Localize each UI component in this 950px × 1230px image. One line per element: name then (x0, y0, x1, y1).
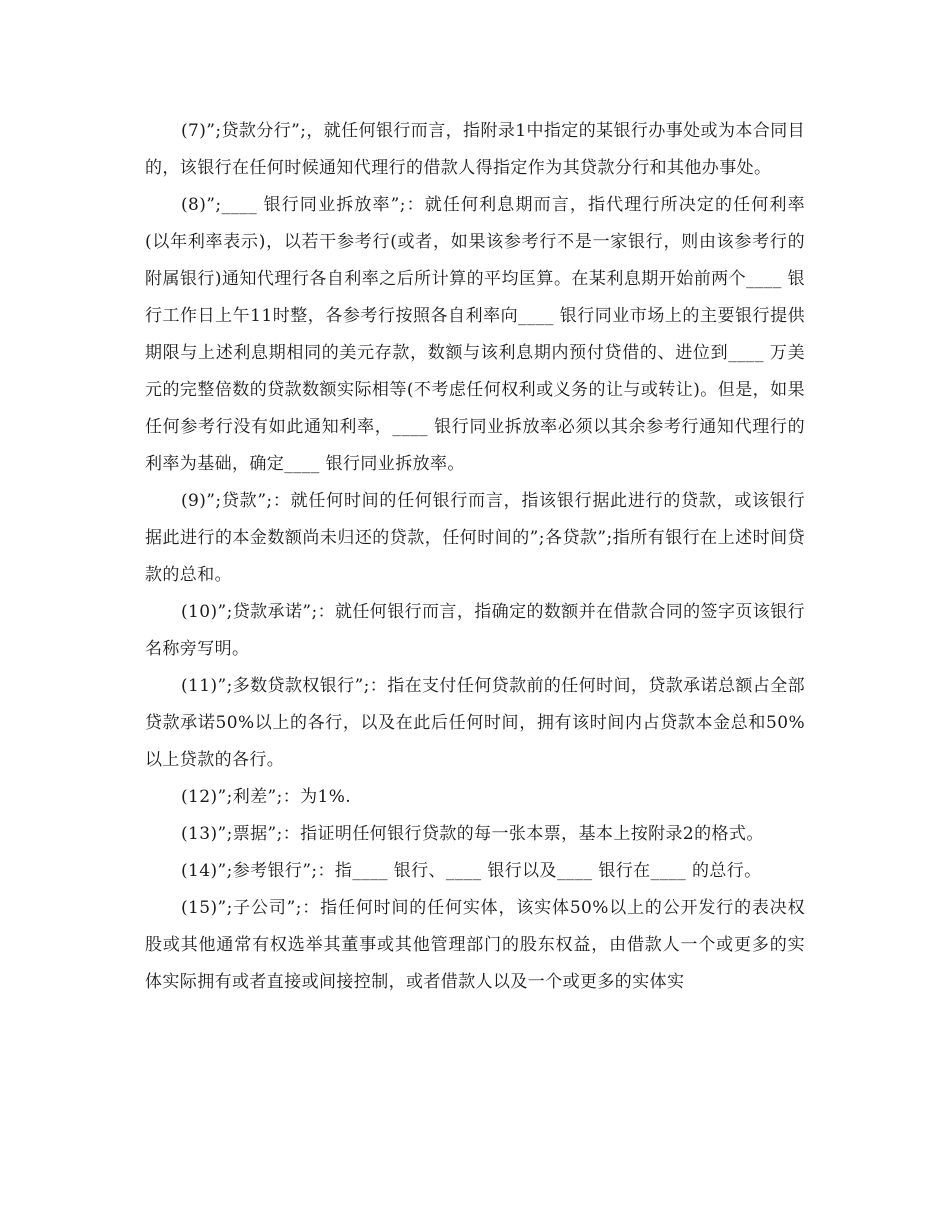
definition-paragraph-13: (13)”;票据”;：指证明任何银行贷款的每一张本票，基本上按附录2的格式。 (181, 824, 764, 844)
definition-paragraph-7: (7)”;贷款分行”;，就任何银行而言，指附录1中指定的某银行办事处或为本合同目的，该银行在任何时候通知代理行的借款人得指定作为其贷款分行和其他办事处。 (145, 121, 805, 178)
definition-paragraph-8: (8)”;____ 银行同业拆放率”;：就任何利息期而言，指代理行所决定的任何利率(以年利率表示)，以若干参考行(或者，如果该参考行不是一家银行，则由该参考行的附属银行)通知代理行各自利率之后所计算的平均匡算。在某利息期开始前两个____ 银行工作日上午11时整，各参考行按照各自利率向____ 银行同业市场上的主要银行提供期限与上述利息期相同的美元存款，数额与该利息期内预付贷借的、进位到____ 万美元的完整倍数的贷款数额实际相等(不考虑任何权利或义务的让与或转让)。但是，如果任何参考行没有如此通知利率，____ 银行同业拆放率必须以其余参考行通知代理行的利率为基础，确定____ 银行同业拆放率。 (145, 195, 805, 474)
definition-paragraph-15: (15)”;子公司”;：指任何时间的任何实体，该实体50%以上的公开发行的表决权股或其他通常有权选举其董事或其他管理部门的股东权益，由借款人一个或更多的实体实际拥有或者直接或间接控制，或者借款人以及一个或更多的实体实 (145, 898, 805, 992)
definition-paragraph-9: (9)”;贷款”;：就任何时间的任何银行而言，指该银行据此进行的贷款，或该银行据此进行的本金数额尚未归还的贷款，任何时间的”;各贷款”;指所有银行在上述时间贷款的总和。 (145, 491, 805, 585)
definition-paragraph-11: (11)”;多数贷款权银行”;：指在支付任何贷款前的任何时间，贷款承诺总额占全部贷款承诺50%以上的各行，以及在此后任何时间，拥有该时间内占贷款本金总和50%以上贷款的各行。 (145, 676, 805, 770)
document-body (145, 113, 805, 1001)
definition-paragraph-12: (12)”;利差”;：为1%. (181, 787, 352, 807)
definition-paragraph-14: (14)”;参考银行”;：指____ 银行、____ 银行以及____ 银行在____ 的总行。 (181, 861, 762, 881)
definition-paragraph-10: (10)”;贷款承诺”;：就任何银行而言，指确定的数额并在借款合同的签字页该银行名称旁写明。 (145, 602, 805, 659)
